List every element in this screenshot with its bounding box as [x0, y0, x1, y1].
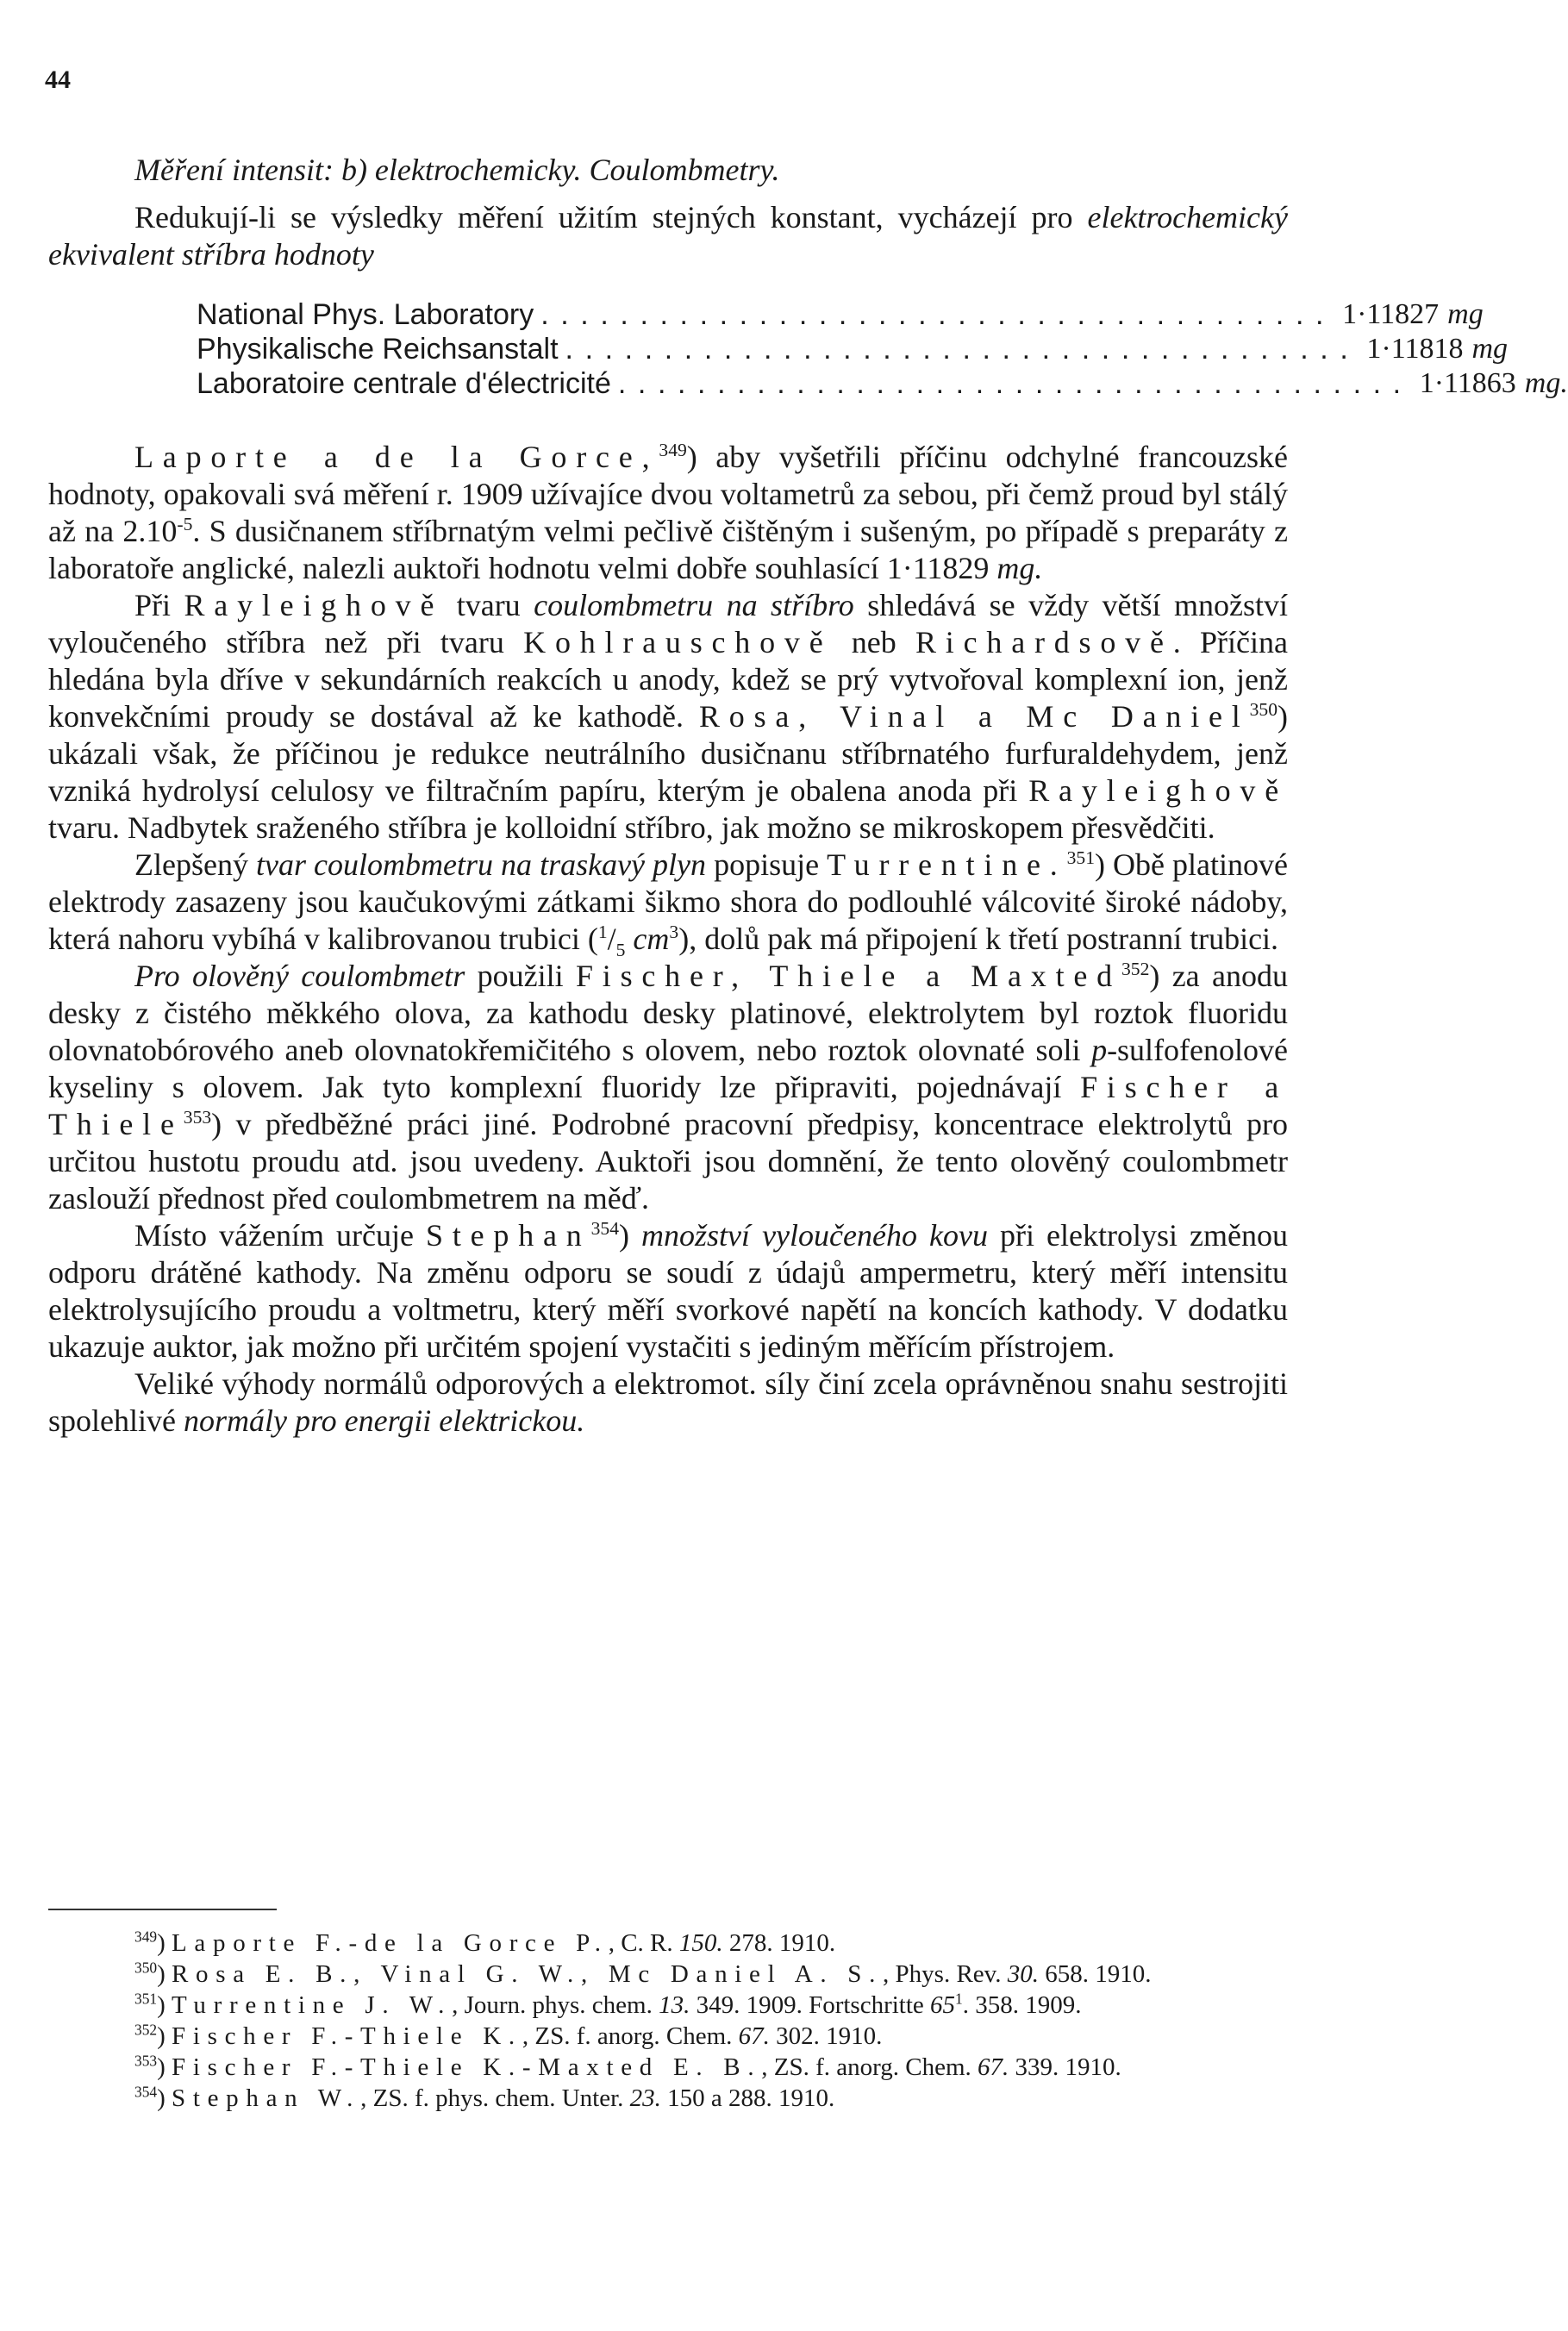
- footnote-number: 354: [134, 2083, 158, 2101]
- footnote: $^{354}$) Stephan W., ZS. f. phys. chem. Unter. 23. 150 a 288. 1910.: [134, 2083, 835, 2112]
- volume: 65: [930, 1991, 956, 2019]
- footnote-number: 350: [134, 1959, 158, 1977]
- footnote-author: Laporte F.-de la Gorce P.: [172, 1929, 609, 1957]
- intro-emphasis: elektrochemický ekvivalent stříbra hodnoty: [48, 200, 1288, 272]
- footnote-author: Rosa E. B., Vinal G. W., Mc Daniel A. S.: [172, 1960, 884, 1988]
- emphasis: Pro olověný coulombmetr: [134, 959, 465, 993]
- exponent: -5: [177, 514, 193, 534]
- fraction-num: 1: [597, 922, 608, 942]
- author-name: Stephan: [426, 1218, 591, 1253]
- footnote-number: 353: [134, 2052, 158, 2070]
- table-row: Physikalische Reichsanstalt ........................................ 1·11818 mg: [197, 333, 1509, 366]
- volume: 67.: [978, 2053, 1009, 2081]
- table-row: National Phys. Laboratory ........................................ 1·11827 mg: [197, 298, 1484, 331]
- author-name: Rosa, Vinal a Mc Daniel: [699, 699, 1250, 734]
- page-number: 44: [45, 66, 71, 94]
- intro-paragraph: [48, 199, 1288, 273]
- footnote: $^{349}$) Laporte F.-de la Gorce P., C. R. 150. 278. 1910.: [134, 1928, 836, 1957]
- footnote: $^{352}$) Fischer F.-Thiele K., ZS. f. anorg. Chem. 67. 302. 1910.: [134, 2021, 883, 2050]
- footnote-author: Fischer F.-Thiele K.: [172, 2022, 522, 2050]
- lab-name: Physikalische Reichsanstalt: [197, 333, 559, 366]
- author-name: Rayleighově: [184, 588, 444, 622]
- volume: 150.: [678, 1929, 723, 1957]
- footnote-ref: 353: [183, 1107, 212, 1128]
- footnote-number: 351: [134, 1990, 158, 2008]
- lab-value: 1·11827: [1342, 298, 1440, 330]
- footnote-author: Turrentine J. W.: [172, 1991, 453, 2019]
- emphasis: množství vyloučeného kovu: [641, 1218, 988, 1253]
- author-name: Fischer a Thiele: [48, 1070, 1288, 1141]
- value-table: [197, 297, 1568, 401]
- footnote: $^{350}$) Rosa E. B., Vinal G. W., Mc Daniel A. S., Phys. Rev. 30. 658. 1910.: [134, 1959, 1152, 1988]
- footnotes: [48, 1928, 1288, 2114]
- paragraph-laporte: Laporte a de la Gorce,$^{349}$) aby vyšetřili příčinu odchylné francouzské hodnoty, opakovali svá měření r. 1909 užívajíce dvou voltametrů za sebou, při čemž proud byl stálý až na $2.10^{-5}$. S dusičnanem stříbrnatým velmi pečlivě čištěným i sušeným, po případě s preparáty z laboratoře anglické, nalezli auktoři hodnotu velmi dobře souhlasící 1·11829 mg.: [48, 440, 1289, 585]
- paragraph-stephan: Místo vážením určuje Stephan$^{354}$) množství vyloučeného kovu při elektrolysi změnou odporu drátěné kathody. Na změnu odporu se soudí z údajů ampermetru, který měří intensitu elektrolysujícího proudu a voltmetru, který měří svorkové napětí na koncích kathody. V dodatku ukazuje auktor, jak možno při určitém spojení vystačiti s jediným měřícím přístrojem.: [48, 1218, 1288, 1364]
- footnote-ref: 351: [1066, 847, 1095, 868]
- unit-exponent: 3: [669, 922, 679, 942]
- lab-name: National Phys. Laboratory: [197, 298, 534, 331]
- footnote-ref: 349: [659, 440, 687, 460]
- paragraph-normals: Veliké výhody normálů odporových a elektromot. síly činí zcela oprávněnou snahu sestrojiti spolehlivé normály pro energii elektrickou.: [48, 1366, 1288, 1438]
- author-name: Laporte a de la Gorce,: [134, 440, 659, 474]
- emphasis: coulombmetru na stříbro: [534, 588, 854, 622]
- lab-name: Laboratoire centrale d'électricité: [197, 367, 611, 400]
- author-name: Kohlrauschově: [523, 625, 833, 659]
- footnote-author: Stephan W.: [172, 2084, 361, 2112]
- volume: 30.: [1007, 1960, 1040, 1988]
- footnote-author: Fischer F.-Thiele K.-Maxted E. B.: [172, 2053, 762, 2081]
- footnote-divider: [48, 1909, 277, 1910]
- table-row: Laboratoire centrale d'électricité ........................................ 1·11863 mg.: [197, 367, 1568, 400]
- lab-unit: mg: [1447, 298, 1484, 330]
- volume: 13.: [659, 1991, 690, 2019]
- footnote-ref: 352: [1121, 959, 1150, 979]
- footnote: $^{351}$) Turrentine J. W., Journ. phys. chem. 13. 349. 1909. Fortschritte $65^1$. 358. 1909.: [134, 1990, 1082, 2019]
- footnote-number: 349: [134, 1928, 158, 1946]
- paragraph-turrentine: Zlepšený tvar coulombmetru na traskavý plyn popisuje Turrentine.$^{351}$) Obě platinové elektrody zasazeny jsou kaučukovými zátkami šikmo shora do podlouhlé válcovité široké nádoby, která nahoru vybíhá v kalibrovanou trubici ($^1/_5$ $cm^3$), dolů pak má připojení k třetí postranní trubici.: [48, 847, 1288, 961]
- emphasis: tvar coulombmetru na traskavý plyn: [256, 847, 707, 882]
- author-name: Turrentine.: [827, 847, 1067, 882]
- emphasis: normály pro energii elektrickou.: [183, 1403, 585, 1438]
- volume: 67.: [738, 2022, 770, 2050]
- unit: cm: [625, 922, 670, 956]
- lab-unit: mg.: [1524, 367, 1568, 399]
- fraction-den: 5: [615, 940, 626, 961]
- intro-text: Redukují-li se výsledky měření užitím stejných konstant, vycházejí pro: [134, 200, 1088, 234]
- author-name: Fischer, Thiele a Maxted: [575, 959, 1121, 993]
- unit: mg.: [996, 551, 1043, 585]
- paragraph-fischer: Pro olověný coulombmetr použili Fischer, Thiele a Maxted$^{352}$) za anodu desky z čistého měkkého olova, za kathodu desky platinové, elektrolytem byl roztok fluoridu olovnatobórového aneb olovnatokřemičitého s olovem, nebo roztok olovnaté soli p-sulfofenolové kyseliny s olovem. Jak tyto komplexní fluoridy lze připraviti, pojednávají Fischer a Thiele$^{353}$) v předběžné práci jiné. Podrobné pracovní předpisy, koncentrace elektrolytů pro určitou hustotu proudu atd. jsou uvedeny. Auktoři jsou domnění, že tento olověný coulombmetr zaslouží přednost před coulombmetrem na měď.: [48, 959, 1288, 1215]
- footnote-ref: 354: [590, 1218, 619, 1239]
- footnote: $^{353}$) Fischer F.-Thiele K.-Maxted E. B., ZS. f. anorg. Chem. 67. 339. 1910.: [134, 2052, 1121, 2081]
- volume: 23.: [629, 2084, 661, 2112]
- emphasis: p: [1091, 1033, 1108, 1067]
- author-name: Rayleighově: [1028, 773, 1288, 808]
- section-heading: Měření intensit: b) elektrochemicky. Coulombmetry.: [134, 153, 780, 187]
- author-name: Richardsově: [915, 625, 1173, 659]
- lab-value: 1·11863: [1419, 367, 1516, 399]
- footnote-ref: 350: [1249, 699, 1278, 720]
- main-text: [48, 152, 1568, 1440]
- lab-unit: mg: [1471, 333, 1509, 365]
- paragraph-rayleigh: Při Rayleighově tvaru coulombmetru na stříbro shledává se vždy větší množství vyloučeného stříbra než při tvaru Kohlrauschově neb Richardsově. Příčina hledána byla dříve v sekundárních reakcích u anody, kdež se prý vytvořoval komplexní ion, jenž konvekčními proudy se dostával až ke kathodě. Rosa, Vinal a Mc Daniel$^{350}$) ukázali však, že příčinou je redukce neutrálního dusičnanu stříbrnatého furfuraldehydem, jenž vzniká hydrolysí celulosy ve filtračním papíru, kterým je obalena anoda při Rayleighově tvaru. Nadbytek sraženého stříbra je kolloidní stříbro, jak možno se mikroskopem přesvědčiti.: [48, 588, 1289, 845]
- footnote-number: 352: [134, 2021, 158, 2039]
- lab-value: 1·11818: [1366, 333, 1464, 365]
